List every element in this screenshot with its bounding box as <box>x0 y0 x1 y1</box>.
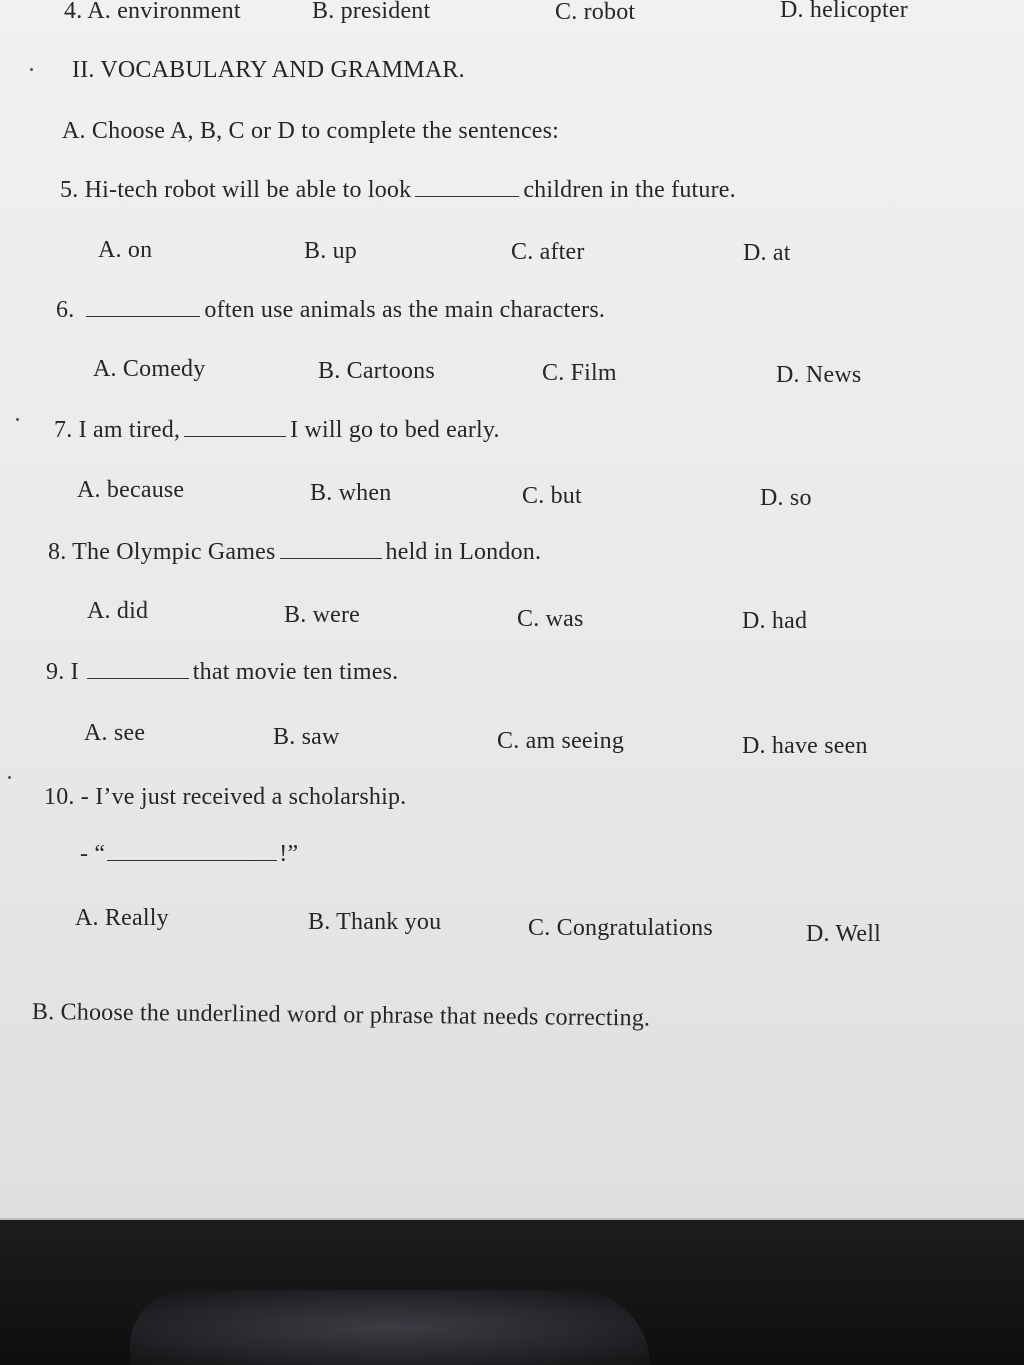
question-7-stem <box>54 416 500 444</box>
q7-option-c: C. but <box>522 483 582 509</box>
q6-option-a: A. Comedy <box>93 356 206 382</box>
answer-blank <box>415 176 519 197</box>
q8-option-a: A. did <box>87 598 149 624</box>
q4-option-d: D. helicopter <box>780 0 908 23</box>
q4-option-c: C. robot <box>555 0 636 25</box>
answer-blank <box>107 840 277 861</box>
question-stem-end: children in the future. <box>523 177 736 203</box>
question-10-reply <box>80 840 298 868</box>
q7-option-b: B. when <box>310 480 392 506</box>
part-a-instruction: A. Choose A, B, C or D to complete the sentences: <box>62 118 560 144</box>
q9-option-c: C. am seeing <box>497 728 625 754</box>
question-stem-start: 8. The Olympic Games <box>48 539 276 565</box>
question-9-stem <box>46 658 398 686</box>
q5-option-a: A. on <box>98 237 153 263</box>
answer-blank <box>280 538 382 559</box>
q10-option-b: B. Thank you <box>308 909 442 935</box>
q9-option-d: D. have seen <box>742 733 868 759</box>
question-stem-start: 7. I am tired, <box>54 417 181 443</box>
q5-option-d: D. at <box>743 240 791 266</box>
q9-option-a: A. see <box>84 720 146 746</box>
q6-option-d: D. News <box>776 362 862 388</box>
question-stem-start: 9. I <box>46 659 79 685</box>
fabric-object <box>130 1290 650 1365</box>
section-title: II. VOCABULARY AND GRAMMAR. <box>72 57 465 83</box>
q7-option-d: D. so <box>760 485 812 511</box>
q4-option-b: B. president <box>312 0 431 24</box>
q8-option-d: D. had <box>742 608 808 634</box>
question-stem-end: I will go to bed early. <box>290 417 500 443</box>
question-stem-start: 5. Hi-tech robot will be able to look <box>60 177 412 203</box>
q5-option-b: B. up <box>304 238 358 264</box>
answer-blank <box>86 296 200 317</box>
question-stem-end: held in London. <box>385 539 542 565</box>
question-8-stem <box>48 538 541 566</box>
margin-mark <box>16 418 19 421</box>
q10-option-a: A. Really <box>75 905 169 931</box>
part-b-instruction: B. Choose the underlined word or phrase that needs correcting. <box>31 999 651 1032</box>
question-6-stem <box>56 296 605 324</box>
reply-close: !” <box>279 841 299 867</box>
question-stem-end: often use animals as the main characters. <box>204 297 606 323</box>
reply-open: - “ <box>80 841 106 867</box>
q6-option-b: B. Cartoons <box>318 358 435 384</box>
answer-blank <box>184 416 286 437</box>
q7-option-a: A. because <box>77 477 185 503</box>
q6-option-c: C. Film <box>542 360 617 386</box>
margin-mark <box>30 68 33 71</box>
answer-blank <box>87 658 189 679</box>
q8-option-c: C. was <box>517 606 584 632</box>
question-10-stem: 10. - I’ve just received a scholarship. <box>44 784 407 810</box>
question-stem-end: that movie ten times. <box>192 659 399 685</box>
question-stem-start: 6. <box>56 297 75 323</box>
q8-option-b: B. were <box>284 602 361 628</box>
q9-option-b: B. saw <box>273 724 340 750</box>
q5-option-c: C. after <box>511 239 585 265</box>
q10-option-d: D. Well <box>806 921 882 947</box>
q4-option-a: 4. A. environment <box>64 0 241 24</box>
margin-mark <box>8 776 11 779</box>
q10-option-c: C. Congratulations <box>528 915 713 941</box>
question-5-stem <box>60 176 736 204</box>
